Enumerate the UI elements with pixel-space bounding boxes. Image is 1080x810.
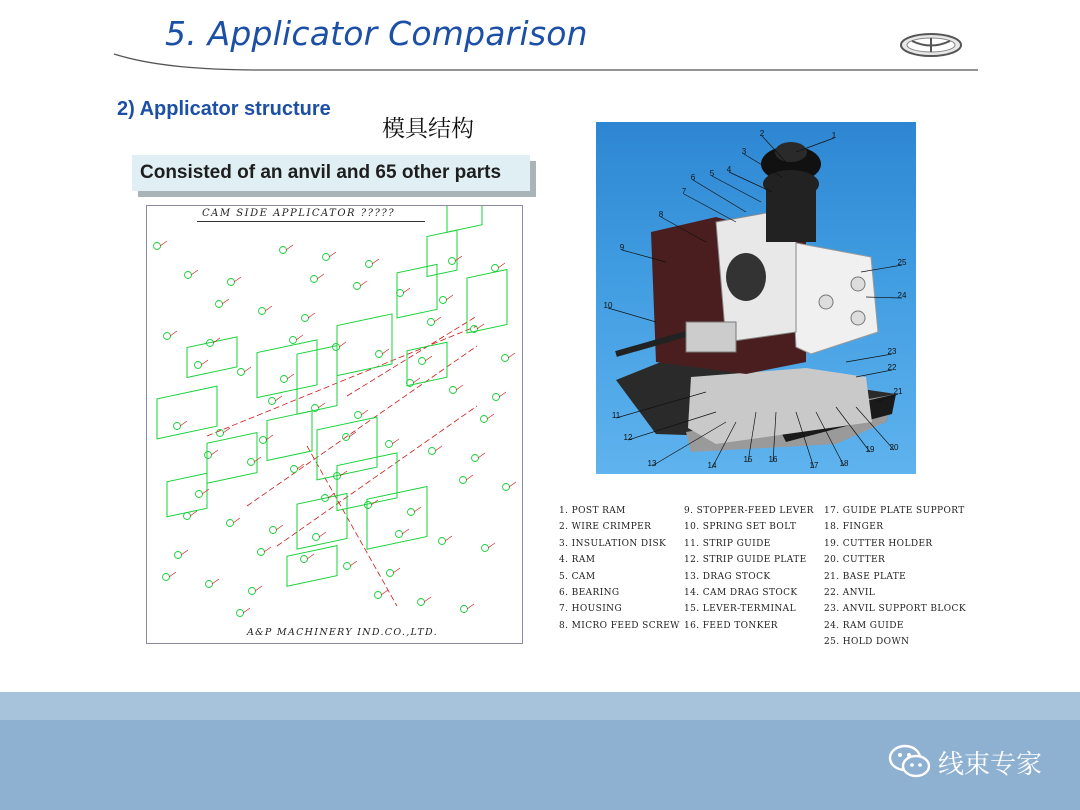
leader-line	[201, 360, 208, 365]
part-tag	[439, 538, 446, 545]
part-tag	[206, 581, 213, 588]
leader-line	[466, 475, 473, 480]
part-outline	[317, 417, 377, 480]
part-tag	[313, 534, 320, 541]
leader-line	[455, 256, 462, 261]
parts-list-item: 16. FEED TONKER	[684, 620, 778, 631]
leader-line	[393, 568, 400, 573]
car-brand-emblem-icon	[898, 30, 964, 60]
leader-line	[402, 529, 409, 534]
part-outline	[257, 340, 317, 398]
leader-line	[181, 550, 188, 555]
part-tag	[270, 527, 277, 534]
leader-line	[392, 439, 399, 444]
parts-list-item: 10. SPRING SET BOLT	[684, 522, 797, 533]
part-tag	[216, 301, 223, 308]
callout-number: 4	[726, 165, 732, 174]
part-tag	[503, 484, 510, 491]
callout-number: 21	[893, 387, 903, 396]
parts-list-item: 4. RAM	[559, 555, 596, 566]
callout-number: 9	[619, 243, 625, 252]
part-tag	[205, 452, 212, 459]
slide-title: 5. Applicator Comparison	[165, 14, 588, 53]
leader-line	[508, 353, 515, 358]
parts-list-item: 3. INSULATION DISK	[559, 538, 667, 549]
leader-line	[308, 313, 315, 318]
part-tag	[472, 455, 479, 462]
parts-list-item: 6. BEARING	[559, 588, 620, 599]
parts-list-item: 19. CUTTER HOLDER	[824, 538, 933, 549]
part-tag	[174, 423, 181, 430]
leader-line	[297, 464, 304, 469]
part-tag	[449, 258, 456, 265]
leader-line	[445, 536, 452, 541]
part-tag	[397, 290, 404, 297]
applicator-render	[596, 122, 916, 474]
drawing-title: CAM SIDE APPLICATOR ?????	[202, 208, 396, 219]
part-outline	[187, 337, 237, 378]
callout-number: 11	[611, 411, 621, 420]
leader-line	[498, 263, 505, 268]
leader-line	[264, 547, 271, 552]
leader-line	[265, 306, 272, 311]
leader-line	[317, 274, 324, 279]
callout-number: 8	[658, 210, 664, 219]
callout-number: 12	[623, 433, 633, 442]
leader-line	[296, 335, 303, 340]
leader-line	[255, 586, 262, 591]
part-tag	[259, 308, 266, 315]
part-tag	[492, 265, 499, 272]
parts-list-item: 9. STOPPER-FEED LEVER	[684, 506, 814, 516]
leader-line	[509, 482, 516, 487]
parts-list-item: 11. STRIP GUIDE	[684, 538, 771, 549]
part-tag	[281, 376, 288, 383]
part-tag	[366, 261, 373, 268]
leader-line	[361, 410, 368, 415]
leader-line	[456, 385, 463, 390]
callout-number: 5	[709, 169, 715, 178]
part-tag	[354, 283, 361, 290]
leader-line	[350, 561, 357, 566]
centerline	[207, 326, 477, 436]
leader-line	[275, 396, 282, 401]
leader-line	[413, 378, 420, 383]
part-tag	[408, 509, 415, 516]
leader-line	[372, 259, 379, 264]
parts-list-item: 12. STRIP GUIDE PLATE	[684, 555, 807, 566]
part-tag	[237, 610, 244, 617]
callout-leader-line	[684, 194, 736, 222]
chinese-label: 模具结构	[382, 116, 474, 142]
wechat-icon	[888, 744, 932, 780]
part-outline	[467, 269, 507, 333]
leader-line	[478, 453, 485, 458]
consist-note-text: Consisted of an anvil and 65 other parts	[140, 162, 502, 183]
leader-line	[499, 392, 506, 397]
part-outline	[427, 230, 457, 276]
part-tag	[355, 412, 362, 419]
part-tag	[344, 563, 351, 570]
leader-line	[233, 518, 240, 523]
part-tag	[333, 344, 340, 351]
part-tag	[248, 459, 255, 466]
footer-band-light	[0, 692, 1080, 720]
part-tag	[184, 513, 191, 520]
part-outline	[207, 433, 257, 484]
leader-line	[318, 403, 325, 408]
parts-list-item: 24. RAM GUIDE	[824, 620, 904, 631]
callout-leader-line	[693, 180, 746, 212]
centerline	[347, 316, 477, 396]
leader-line	[381, 590, 388, 595]
centerline	[307, 446, 397, 606]
part-tag	[428, 319, 435, 326]
parts-list-item: 25. HOLD DOWN	[824, 637, 910, 648]
callout-number: 17	[809, 461, 819, 470]
part-tag	[269, 398, 276, 405]
leader-line	[434, 317, 441, 322]
part-tag	[195, 362, 202, 369]
callout-number: 20	[889, 443, 899, 452]
leader-line	[244, 367, 251, 372]
part-tag	[175, 552, 182, 559]
leader-line	[467, 604, 474, 609]
part-tag	[258, 549, 265, 556]
callout-number: 15	[743, 455, 753, 464]
section-subtitle: 2) Applicator structure	[117, 98, 331, 120]
part-tag	[196, 491, 203, 498]
callout-leader-line	[846, 354, 892, 362]
part-tag	[387, 570, 394, 577]
callout-leader-line	[712, 176, 761, 202]
leader-line	[180, 421, 187, 426]
part-outline	[447, 206, 482, 232]
parts-list-item: 15. LEVER-TERMINAL	[684, 604, 796, 615]
callout-leader-line	[608, 308, 656, 322]
part-tag	[450, 387, 457, 394]
part-tag	[440, 297, 447, 304]
callout-number: 6	[690, 173, 696, 182]
leader-line	[160, 241, 167, 246]
parts-list-item: 13. DRAG STOCK	[684, 571, 771, 582]
part-tag	[290, 337, 297, 344]
parts-list-item: 21. BASE PLATE	[824, 571, 907, 582]
leader-line	[382, 349, 389, 354]
callout-number: 3	[741, 147, 747, 156]
part-tag	[481, 416, 488, 423]
part-outline	[157, 386, 217, 439]
title-underline	[112, 50, 980, 76]
part-tag	[291, 466, 298, 473]
leader-line	[222, 299, 229, 304]
leader-line	[319, 532, 326, 537]
part-tag	[163, 574, 170, 581]
parts-list-col3	[824, 503, 966, 651]
leader-line	[425, 356, 432, 361]
parts-list-item: 7. HOUSING	[559, 604, 623, 615]
parts-list-item: 17. GUIDE PLATE SUPPORT	[824, 506, 965, 516]
parts-list-item: 14. CAM DRAG STOCK	[684, 588, 798, 599]
callout-number: 13	[647, 459, 657, 468]
part-tag	[311, 276, 318, 283]
callout-number: 25	[897, 258, 907, 267]
part-tag	[502, 355, 509, 362]
part-tag	[164, 333, 171, 340]
leader-line	[360, 281, 367, 286]
leader-line	[234, 277, 241, 282]
callout-number: 14	[707, 461, 717, 470]
callout-number: 1	[831, 131, 837, 140]
parts-list-item: 23. ANVIL SUPPORT BLOCK	[824, 604, 966, 615]
parts-list-item: 8. MICRO FEED SCREW	[559, 620, 680, 631]
parts-list-item: 5. CAM	[559, 571, 596, 582]
parts-list-col2	[684, 503, 814, 634]
leader-line	[307, 554, 314, 559]
leader-line	[488, 543, 495, 548]
part-tag	[396, 531, 403, 538]
parts-list-item: 20. CUTTER	[824, 555, 886, 566]
part-tag	[419, 358, 426, 365]
leader-line	[202, 489, 209, 494]
part-outline	[407, 342, 447, 386]
part-outline	[287, 546, 337, 587]
part-outline	[167, 473, 207, 517]
parts-list-col1	[559, 503, 680, 634]
leader-line	[170, 331, 177, 336]
leader-line	[243, 608, 250, 613]
part-tag	[228, 279, 235, 286]
part-outline	[337, 314, 392, 376]
leader-line	[487, 414, 494, 419]
part-tag	[482, 545, 489, 552]
part-tag	[302, 315, 309, 322]
part-tag	[429, 448, 436, 455]
part-tag	[493, 394, 500, 401]
parts-list-item: 18. FINGER	[824, 522, 884, 533]
part-tag	[376, 351, 383, 358]
part-tag	[461, 606, 468, 613]
part-tag	[238, 369, 245, 376]
part-outline	[267, 411, 312, 461]
callout-number: 2	[759, 129, 765, 138]
callout-number: 19	[865, 445, 875, 454]
brand-name: 线束专家	[938, 750, 1043, 780]
leader-line	[211, 450, 218, 455]
part-tag	[227, 520, 234, 527]
callout-number: 7	[681, 187, 687, 196]
callout-number: 16	[768, 455, 778, 464]
leader-line	[212, 579, 219, 584]
leader-line	[169, 572, 176, 577]
leader-line	[424, 597, 431, 602]
part-tag	[301, 556, 308, 563]
part-tag	[323, 254, 330, 261]
part-tag	[386, 441, 393, 448]
part-tag	[154, 243, 161, 250]
part-tag	[418, 599, 425, 606]
consist-note-box	[132, 155, 530, 191]
parts-list-item: 22. ANVIL	[824, 588, 876, 599]
leader-line	[329, 252, 336, 257]
parts-list-item: 1. POST RAM	[559, 506, 626, 516]
callout-number: 24	[897, 291, 907, 300]
callout-number: 10	[603, 301, 613, 310]
exploded-drawing	[146, 205, 523, 644]
part-tag	[260, 437, 267, 444]
part-tag	[185, 272, 192, 279]
part-tag	[249, 588, 256, 595]
leader-line	[403, 288, 410, 293]
drawing-footer: A&P MACHINERY IND.CO.,LTD.	[247, 627, 438, 638]
leader-line	[477, 324, 484, 329]
callout-number: 18	[839, 459, 849, 468]
leader-line	[446, 295, 453, 300]
part-tag	[280, 247, 287, 254]
callout-number: 23	[887, 347, 897, 356]
parts-list-item: 2. WIRE CRIMPER	[559, 522, 652, 533]
leader-line	[287, 374, 294, 379]
leader-line	[286, 245, 293, 250]
leader-line	[276, 525, 283, 530]
part-tag	[375, 592, 382, 599]
callout-number: 22	[887, 363, 897, 372]
part-tag	[460, 477, 467, 484]
leader-line	[435, 446, 442, 451]
leader-line	[191, 270, 198, 275]
leader-line	[339, 342, 346, 347]
leader-line	[414, 507, 421, 512]
exploded-parts-diagram	[147, 206, 522, 643]
applicator-photo	[596, 122, 916, 474]
